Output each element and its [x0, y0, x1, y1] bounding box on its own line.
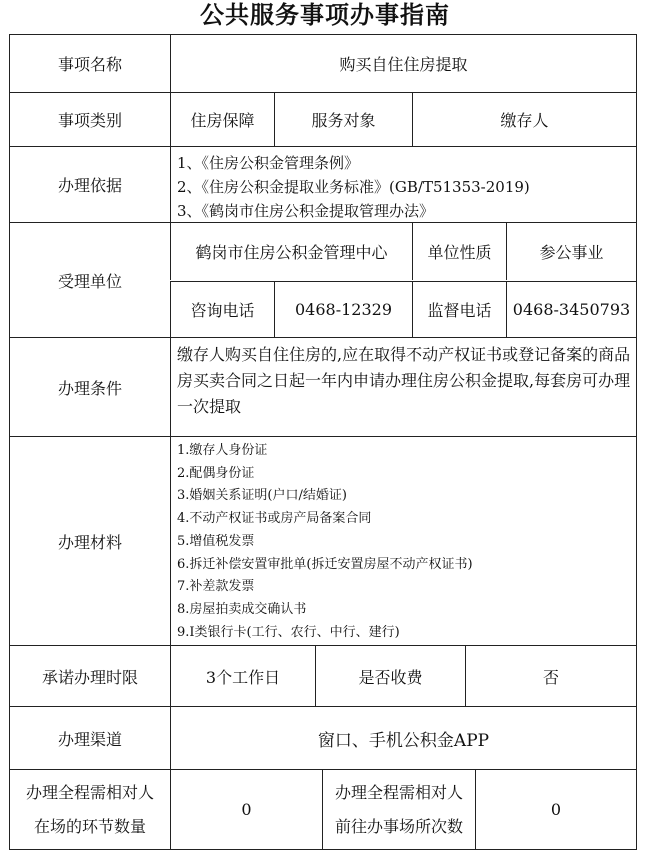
- presence-label-line2: 在场的环节数量: [33, 816, 146, 836]
- row-conditions: [9, 337, 637, 436]
- row-category: [9, 92, 637, 146]
- service-target-value: 缴存人: [412, 93, 636, 146]
- visits-value: 0: [475, 770, 636, 849]
- fee-label: 是否收费: [315, 646, 465, 706]
- channel-value: 窗口、手机公积金APP: [170, 707, 636, 769]
- category-value: 住房保障: [170, 93, 274, 146]
- row-channel: [9, 706, 637, 769]
- material-item: 2.配偶身份证: [177, 465, 255, 481]
- materials-label: 办理材料: [57, 532, 122, 552]
- unit-nature-value: 参公事业: [506, 223, 636, 280]
- visits-label-line2: 前往办事场所次数: [334, 816, 463, 836]
- conditions-label: 办理条件: [57, 378, 122, 398]
- material-item: 3.婚姻关系证明(户口/结婚证): [177, 488, 347, 504]
- material-item: 8.房屋拍卖成交确认书: [177, 601, 307, 617]
- consult-phone-value: 0468-12329: [274, 281, 412, 337]
- row-item-name: [9, 34, 637, 92]
- fee-value: 否: [465, 646, 636, 706]
- conditions-text: 缴存人购买自住住房的,应在取得不动产权证书或登记备案的商品房买卖合同之日起一年内申请办理住房公积金提取,每套房可办理一次提取: [170, 338, 636, 436]
- material-item: 4.不动产权证书或房产局备案合同: [177, 511, 372, 527]
- supervise-phone-value: 0468-3450793: [506, 281, 636, 337]
- basis-item: 2、《住房公积金提取业务标准》(GB/T51353-2019): [177, 178, 530, 196]
- visits-label: [322, 770, 475, 849]
- material-item: 7.补差款发票: [177, 579, 255, 595]
- unit-label: 受理单位: [57, 271, 122, 291]
- basis-item: 3、《鹤岗市住房公积金提取管理办法》: [177, 202, 435, 220]
- unit-name: 鹤岗市住房公积金管理中心: [170, 223, 412, 280]
- material-item: 5.增值税发票: [177, 533, 255, 549]
- material-item: 9.I类银行卡(工行、农行、中行、建行): [177, 624, 400, 640]
- page-title: 公共服务事项办事指南: [200, 1, 450, 29]
- presence-label: [10, 770, 170, 849]
- item-name-label: 事项名称: [57, 55, 122, 74]
- material-item: 1.缴存人身份证: [177, 443, 268, 458]
- row-materials: [9, 436, 637, 645]
- category-label: 事项类别: [57, 111, 122, 130]
- time-limit-label: 承诺办理时限: [41, 667, 138, 687]
- visits-label-line1: 办理全程需相对人: [334, 782, 463, 802]
- presence-value: 0: [170, 770, 322, 849]
- basis-item: 1、《住房公积金管理条例》: [177, 154, 360, 172]
- materials-list: [170, 437, 636, 645]
- consult-phone-label: 咨询电话: [170, 281, 274, 337]
- row-presence: [9, 769, 637, 850]
- presence-label-line1: 办理全程需相对人: [25, 782, 154, 802]
- item-name-value: 购买自住住房提取: [170, 35, 636, 92]
- basis-list: [170, 147, 636, 222]
- supervise-phone-label: 监督电话: [412, 281, 506, 337]
- service-target-label: 服务对象: [274, 93, 412, 146]
- basis-label: 办理依据: [57, 176, 122, 195]
- unit-nature-label: 单位性质: [412, 223, 506, 280]
- row-basis: [9, 146, 637, 222]
- row-unit: [9, 222, 637, 337]
- time-limit-value: 3个工作日: [170, 646, 315, 706]
- row-time-limit: [9, 645, 637, 706]
- channel-label: 办理渠道: [57, 729, 122, 749]
- material-item: 6.拆迁补偿安置审批单(拆迁安置房屋不动产权证书): [177, 556, 473, 572]
